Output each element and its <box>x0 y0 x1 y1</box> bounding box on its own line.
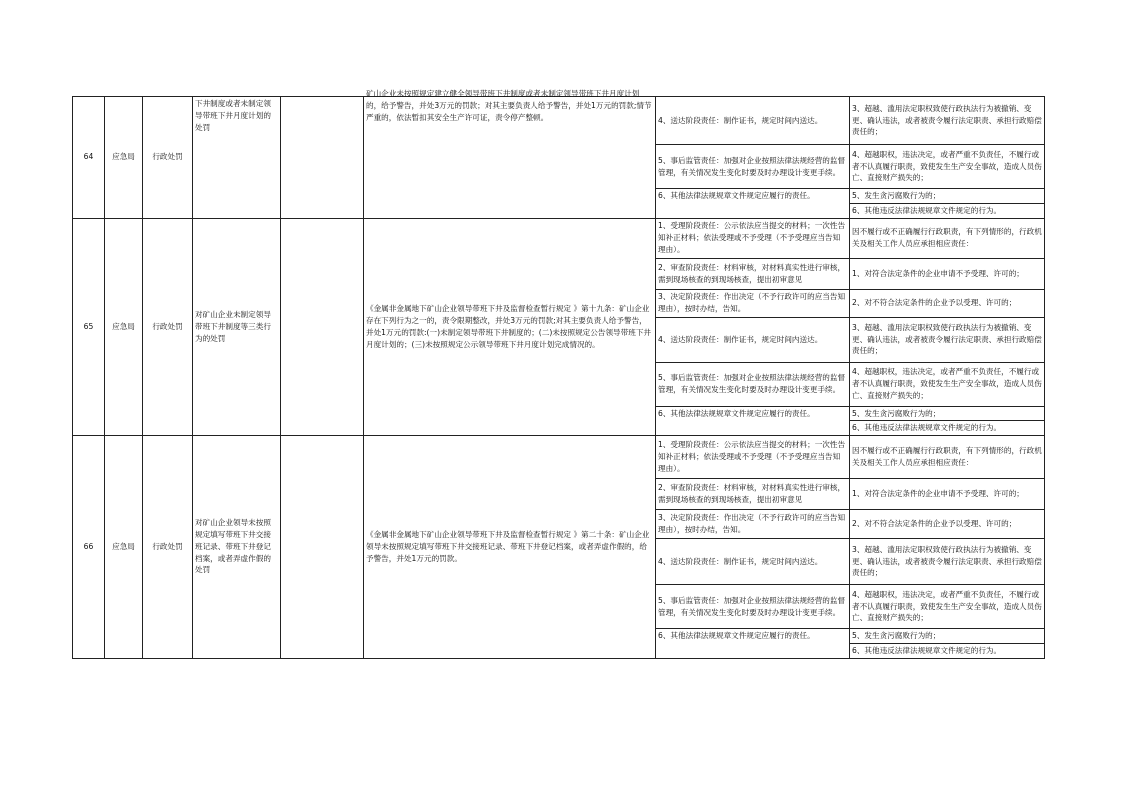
table-row <box>73 436 1045 479</box>
liability-cell: 6、其他违反法律法规规章文件规定的行为。 <box>850 203 1045 218</box>
department-cell: 应急局 <box>105 97 143 219</box>
empty-cell <box>281 218 364 436</box>
duty-cell: 1、受理阶段责任：公示依法应当提交的材料；一次性告知补正材料；依法受理或不予受理（不予受理应当告知理由）。 <box>656 218 850 258</box>
type-cell: 行政处罚 <box>143 97 193 219</box>
duty-cell: 1、受理阶段责任：公示依法应当提交的材料；一次性告知补正材料；依法受理或不予受理（不予受理应当告知理由）。 <box>656 436 850 479</box>
liability-cell: 因不履行或不正确履行行政职责，有下列情形的，行政机关及相关工作人员应承担相应责任： <box>850 218 1045 258</box>
duty-cell: 4、送达阶段责任：制作证书，规定时间内送达。 <box>656 97 850 145</box>
duty-cell: 6、其他法律法规规章文件规定应履行的责任。 <box>656 189 850 219</box>
liability-cell: 3、超越、滥用法定职权致使行政执法行为被撤销、变更、确认违法，或者被责令履行法定职责、承担行政赔偿责任的； <box>850 539 1045 585</box>
duty-cell: 5、事后监管责任：加强对企业按照法律法规经营的监督管理，有关情况发生变化时要及时办理设计变更手续。 <box>656 362 850 406</box>
duty-cell: 2、审查阶段责任：材料审核，对材料真实性进行审核，需到现场核查的到现场核查，提出初审意见 <box>656 479 850 510</box>
empty-cell <box>281 436 364 659</box>
department-cell: 应急局 <box>105 436 143 659</box>
liability-cell: 2、对不符合法定条件的企业予以受理、许可的； <box>850 289 1045 317</box>
duty-cell: 6、其他法律法规规章文件规定应履行的责任。 <box>656 629 850 659</box>
liability-cell: 因不履行或不正确履行行政职责，有下列情形的，行政机关及相关工作人员应承担相应责任： <box>850 436 1045 479</box>
liability-cell: 3、超越、滥用法定职权致使行政执法行为被撤销、变更、确认违法，或者被责令履行法定职责、承担行政赔偿责任的； <box>850 97 1045 145</box>
legal-basis-cell: 《金属非金属地下矿山企业领导带班下井及监督检查暂行规定 》第十九条：矿山企业存在下列行为之一的，责令限期整改，并处3万元的罚款;对其主要负责人给予警告，并处1万元的罚款:(一)未制定领导带班下井制度的；(二)未按照规定公告领导带班下井月度计划的；(三)未按照规定公示领导带班下井月度计划完成情况的。 <box>364 218 656 436</box>
duty-cell: 5、事后监管责任：加强对企业按照法律法规经营的监督管理，有关情况发生变化时要及时办理设计变更手续。 <box>656 585 850 629</box>
item-name-cell: 对矿山企业领导未按照规定填写带班下井交接班记录、带班下井登记档案，或者弄虚作假的处罚 <box>193 436 281 659</box>
liability-cell: 2、对不符合法定条件的企业予以受理、许可的； <box>850 510 1045 539</box>
empty-cell <box>281 97 364 219</box>
table-row <box>73 218 1045 258</box>
duty-cell: 4、送达阶段责任：制作证书，规定时间内送达。 <box>656 539 850 585</box>
liability-cell: 6、其他违反法律法规规章文件规定的行为。 <box>850 643 1045 658</box>
liability-cell: 1、对符合法定条件的企业申请不予受理、许可的； <box>850 479 1045 510</box>
department-cell: 应急局 <box>105 218 143 436</box>
type-cell: 行政处罚 <box>143 218 193 436</box>
liability-cell: 4、超越职权，违法决定，或者严重不负责任，不履行或者不认真履行职责，致使发生生产安全事故，造成人员伤亡、直接财产损失的； <box>850 145 1045 189</box>
duty-cell: 6、其他法律法规规章文件规定应履行的责任。 <box>656 406 850 436</box>
item-name-cell: 对矿山企业未制定领导带班下井制度等三类行为的处罚 <box>193 218 281 436</box>
legal-basis-cell <box>364 89 656 219</box>
row-number: 65 <box>73 218 105 436</box>
row-number: 64 <box>73 97 105 219</box>
duty-cell: 3、决定阶段责任：作出决定（不予行政许可的应当告知理由），按时办结，告知。 <box>656 289 850 317</box>
liability-cell: 3、超越、滥用法定职权致使行政执法行为被撤销、变更、确认违法，或者被责令履行法定职责、承担行政赔偿责任的； <box>850 317 1045 362</box>
duty-cell: 2、审查阶段责任：材料审核，对材料真实性进行审核，需到现场核查的到现场核查，提出初审意见 <box>656 258 850 289</box>
liability-cell: 4、超越职权，违法决定，或者严重不负责任，不履行或者不认真履行职责，致使发生生产安全事故，造成人员伤亡、直接财产损失的； <box>850 362 1045 406</box>
item-name-cell: 下井制度或者未制定领导带班下井月度计划的处罚 <box>193 97 281 219</box>
duty-cell: 4、送达阶段责任：制作证书，规定时间内送达。 <box>656 317 850 362</box>
duty-cell: 3、决定阶段责任：作出决定（不予行政许可的应当告知理由），按时办结，告知。 <box>656 510 850 539</box>
type-cell: 行政处罚 <box>143 436 193 659</box>
liability-cell: 5、发生贪污腐败行为的； <box>850 629 1045 644</box>
liability-cell: 4、超越职权，违法决定，或者严重不负责任，不履行或者不认真履行职责，致使发生生产安全事故，造成人员伤亡、直接财产损失的； <box>850 585 1045 629</box>
duty-table <box>72 89 1045 659</box>
liability-cell: 6、其他违反法律法规规章文件规定的行为。 <box>850 421 1045 436</box>
legal-basis-cell: 《金属非金属地下矿山企业领导带班下井及监督检查暂行规定 》第二十条：矿山企业领导未按照规定填写带班下井交接班记录、带班下井登记档案，或者弄虚作假的，给予警告，并处1万元的罚款。 <box>364 436 656 659</box>
liability-cell: 5、发生贪污腐败行为的； <box>850 189 1045 204</box>
table-row <box>73 97 1045 145</box>
legal-basis-text: 矿山企业未按照规定建立健全领导带班下井制度或者未制定领导带班下井月度计划的，给予警告，并处3万元的罚款；对其主要负责人给予警告，并处1万元的罚款;情节严重的，依法暂扣其安全生产许可证，责令停产整顿。 <box>366 89 652 122</box>
liability-cell: 5、发生贪污腐败行为的； <box>850 406 1045 421</box>
duty-cell: 5、事后监管责任：加强对企业按照法律法规经营的监督管理，有关情况发生变化时要及时办理设计变更手续。 <box>656 145 850 189</box>
row-number: 66 <box>73 436 105 659</box>
document-page <box>72 89 1044 659</box>
liability-cell: 1、对符合法定条件的企业申请不予受理、许可的； <box>850 258 1045 289</box>
